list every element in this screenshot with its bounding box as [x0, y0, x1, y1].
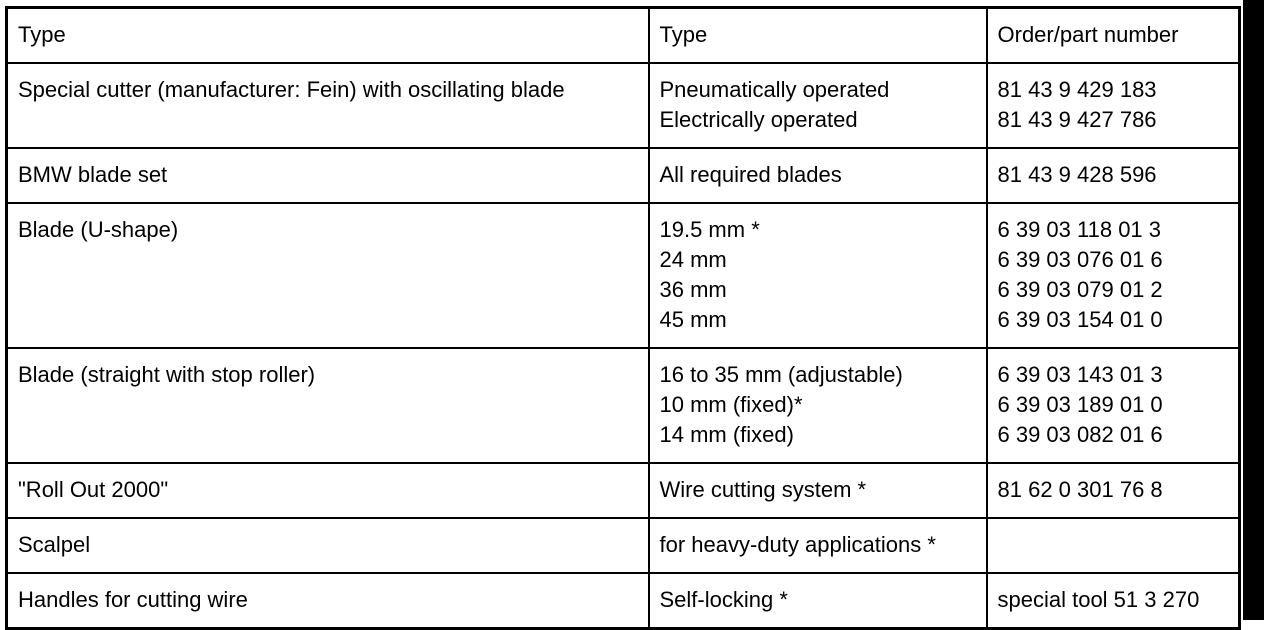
type-text: "Roll Out 2000"	[18, 477, 169, 502]
type-cell	[7, 518, 649, 573]
part-number-cell	[987, 573, 1240, 629]
variant-text: Electrically operated	[659, 107, 858, 132]
variant-text: 14 mm (fixed)	[659, 422, 794, 447]
type-text: Blade (U-shape)	[18, 217, 179, 242]
part-number-cell	[987, 348, 1240, 463]
type-cell	[7, 148, 649, 203]
part-number-text: 6 39 03 154 01 0	[997, 307, 1163, 332]
part-number-text: 6 39 03 143 01 3	[997, 362, 1163, 387]
table-row	[7, 348, 1240, 463]
variant-text: 45 mm	[659, 307, 727, 332]
parts-table	[5, 6, 1241, 630]
part-number-text: special tool 51 3 270	[997, 587, 1200, 612]
part-number-text: 81 43 9 428 596	[997, 162, 1157, 187]
type-text: BMW blade set	[18, 162, 168, 187]
table-row	[7, 573, 1240, 629]
type-text: Scalpel	[18, 532, 91, 557]
header-variant-type	[649, 8, 987, 64]
part-number-text: 6 39 03 082 01 6	[997, 422, 1163, 447]
header-label: Type	[18, 22, 66, 47]
type-cell	[7, 203, 649, 348]
variant-cell	[649, 518, 987, 573]
type-text: Blade (straight with stop roller)	[18, 362, 316, 387]
variant-text: 19.5 mm *	[659, 217, 760, 242]
part-number-cell	[987, 63, 1240, 148]
variant-text: for heavy-duty applications *	[659, 532, 936, 557]
part-number-text	[998, 530, 1229, 560]
table-row	[7, 203, 1240, 348]
table-header-row	[7, 8, 1240, 64]
part-number-text: 6 39 03 079 01 2	[997, 277, 1163, 302]
variant-text: 10 mm (fixed)*	[659, 392, 803, 417]
type-text: Handles for cutting wire	[18, 587, 248, 612]
type-cell	[7, 573, 649, 629]
right-edge-bar	[1243, 0, 1264, 620]
variant-text: Self-locking *	[659, 587, 788, 612]
type-text: Special cutter (manufacturer: Fein) with oscillating blade	[18, 77, 565, 102]
variant-text: 24 mm	[659, 247, 727, 272]
variant-cell	[649, 573, 987, 629]
variant-cell	[649, 148, 987, 203]
part-number-text: 6 39 03 189 01 0	[997, 392, 1163, 417]
part-number-text: 81 43 9 429 183	[997, 77, 1157, 102]
part-number-text: 6 39 03 118 01 3	[997, 217, 1162, 242]
variant-cell	[649, 463, 987, 518]
part-number-cell	[987, 148, 1240, 203]
part-number-cell	[987, 463, 1240, 518]
variant-text: 16 to 35 mm (adjustable)	[659, 362, 903, 387]
part-number-text: 6 39 03 076 01 6	[997, 247, 1163, 272]
header-type	[7, 8, 649, 64]
variant-cell	[649, 203, 987, 348]
part-number-text: 81 62 0 301 76 8	[997, 477, 1163, 502]
part-number-text: 81 43 9 427 786	[997, 107, 1157, 132]
part-number-cell	[987, 203, 1240, 348]
type-cell	[7, 463, 649, 518]
table-row	[7, 63, 1240, 148]
variant-cell	[649, 348, 987, 463]
variant-cell	[649, 63, 987, 148]
variant-text: Pneumatically operated	[659, 77, 890, 102]
header-label: Order/part number	[997, 22, 1179, 47]
type-cell	[7, 348, 649, 463]
variant-text: Wire cutting system *	[659, 477, 867, 502]
part-number-cell	[987, 518, 1240, 573]
type-cell	[7, 63, 649, 148]
table-row	[7, 463, 1240, 518]
table-row	[7, 148, 1240, 203]
header-label: Type	[659, 22, 708, 47]
header-part-number	[987, 8, 1240, 64]
variant-text: All required blades	[659, 162, 842, 187]
variant-text: 36 mm	[659, 277, 727, 302]
table-row	[7, 518, 1240, 573]
